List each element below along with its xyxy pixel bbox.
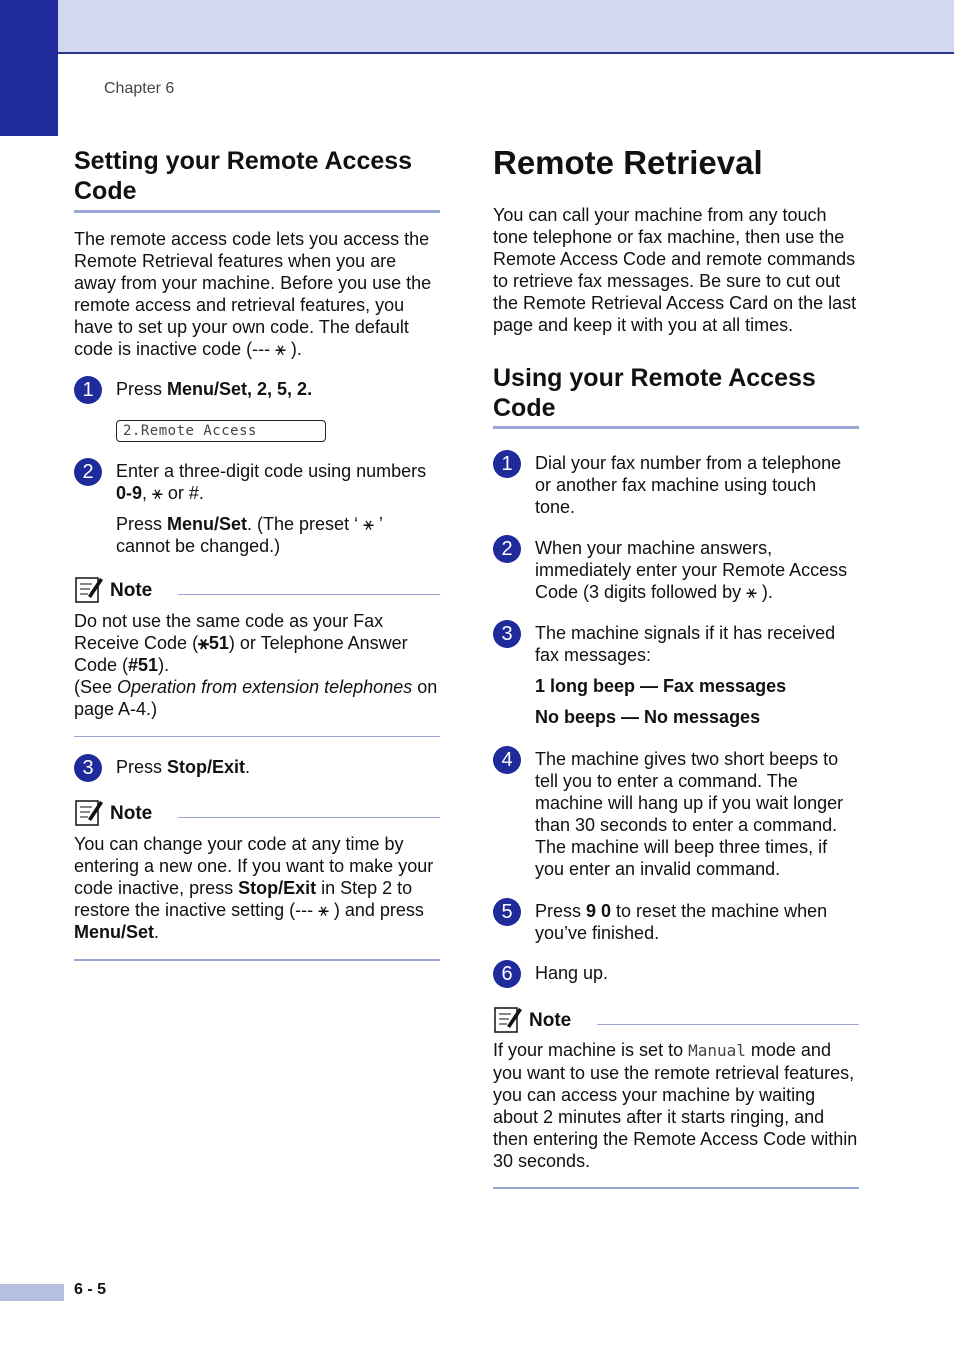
note-text <box>74 833 440 943</box>
step-text-keys: , 2, 5, 2. <box>247 379 313 399</box>
note-text-part: You can change your code at any time by entering a new one. If you want to make your code inactive, press <box>74 834 434 898</box>
note-text-part: If your machine is set to <box>493 1040 689 1060</box>
step-text: Press <box>116 379 168 399</box>
step-text: to reset the machine when you’ve finished. <box>535 901 828 943</box>
menu-set-key: Menu/Set <box>74 922 155 942</box>
stop-exit-key: Stop/Exit <box>238 878 317 898</box>
section-rule <box>74 210 440 213</box>
note-text-part: on page A-4.) <box>74 677 438 719</box>
step-text: Dial your fax number from a telephone or another fax machine using touch tone. <box>535 453 842 517</box>
chapter-label: Chapter 6 <box>104 80 175 97</box>
note-text <box>74 610 440 720</box>
step-6 <box>493 962 859 984</box>
step-3 <box>74 756 440 778</box>
step-number-badge: 1 <box>74 376 102 404</box>
step-1 <box>493 452 859 518</box>
menu-set-key: Menu/Set <box>167 514 248 534</box>
note-label: Note <box>110 580 153 601</box>
step-number-badge: 3 <box>493 620 521 648</box>
note-end-rule <box>493 1187 859 1189</box>
step-1 <box>74 378 440 400</box>
digit-range: 0-9 <box>116 483 143 503</box>
step-number-badge: 2 <box>74 458 102 486</box>
header-band <box>0 0 954 54</box>
menu-set-key: Menu/Set <box>167 379 248 399</box>
note-rule <box>178 817 440 818</box>
step-number-badge: 2 <box>493 535 521 563</box>
lcd-display: 2.Remote Access <box>116 420 326 442</box>
note-header <box>74 574 440 604</box>
note-text-part: (See <box>74 677 118 697</box>
answer-code: #51 <box>128 655 159 675</box>
section-title-setting-code: Setting your Remote Access Code <box>74 147 413 205</box>
step-text: When your machine answers, immediately enter your Remote Access Code (3 digits followed by ⚹ ). <box>535 538 848 602</box>
note-text-part: Do not use the same code as your Fax Receive Code ( <box>74 611 384 653</box>
note-text-part: . <box>154 922 160 942</box>
step-number-badge: 1 <box>493 450 521 478</box>
section-rule <box>493 426 859 429</box>
note-label: Note <box>110 803 153 824</box>
note-text-part: ). <box>158 655 170 675</box>
beep-no-messages: No beeps — No messages <box>535 707 761 727</box>
step-text: The machine gives two short beeps to tell you to enter a command. The machine will hang up if you wait longer than 30 seconds to enter a command. The machine will beep three times, if you enter an invalid command. <box>535 749 844 879</box>
note-text-part: in Step 2 to restore the inactive setting (--- ⚹ ) and press <box>74 878 424 920</box>
note-header <box>493 1004 859 1034</box>
step-4 <box>493 748 859 880</box>
step-number-badge: 3 <box>74 754 102 782</box>
step-text: . <box>245 757 251 777</box>
footer-band <box>0 1284 64 1301</box>
step-number-badge: 4 <box>493 746 521 774</box>
step-2 <box>74 460 440 557</box>
fax-receive-code: ⚹51 <box>198 633 229 653</box>
step-text: , ⚹ or #. <box>142 483 204 503</box>
note-end-rule <box>74 736 440 737</box>
lcd-mode-text: Manual <box>688 1041 746 1060</box>
section-title-using-code: Using your Remote Access Code <box>493 364 816 422</box>
chapter-tab <box>0 0 58 136</box>
note-rule <box>597 1024 859 1025</box>
note-text <box>493 1039 859 1172</box>
step-text: Press <box>535 901 587 921</box>
note-end-rule <box>74 959 440 961</box>
note-text-part: mode and you want to use the remote retrieval features, you can access your machine by waiting about 2 minutes after it starts ringing, and then entering the Remote Access Code within 30 seconds. <box>493 1040 858 1171</box>
step-text: . (The preset ‘ ⚹ ’ cannot be changed.) <box>116 514 383 556</box>
intro-paragraph: You can call your machine from any touch tone telephone or fax machine, then use the Remote Access Code and remote commands to retrieve fax messages. Be sure to cut out the Remote Retrieval Access Card on the last page and keep it with you at all times. <box>493 205 857 335</box>
step-5 <box>493 900 859 944</box>
step-text: Press <box>116 514 168 534</box>
step-number-badge: 5 <box>493 898 521 926</box>
note-text-part: ) or Telephone Answer Code ( <box>74 633 408 675</box>
page-number: 6 - 5 <box>74 1281 107 1298</box>
stop-exit-key: Stop/Exit <box>167 757 246 777</box>
step-text: Hang up. <box>535 963 609 983</box>
note-pencil-icon <box>74 574 104 604</box>
step-text: Enter a three-digit code using numbers <box>116 461 427 481</box>
step-text: The machine signals if it has received fax messages: <box>535 623 836 665</box>
step-2 <box>493 537 859 603</box>
note-pencil-icon <box>493 1004 523 1034</box>
reference-title: Operation from extension telephones <box>117 677 413 697</box>
reset-key: 9 0 <box>586 901 612 921</box>
note-label: Note <box>529 1010 572 1031</box>
intro-paragraph: The remote access code lets you access the Remote Retrieval features when you are away from your machine. Before you use the remote access and retrieval features, you have to set up your own code. The default code is inactive code (--- ⚹ ). <box>74 229 432 359</box>
step-number-badge: 6 <box>493 960 521 988</box>
step-text: Press <box>116 757 168 777</box>
beep-fax-messages: 1 long beep — Fax messages <box>535 676 787 696</box>
step-3 <box>493 622 859 728</box>
note-pencil-icon <box>74 797 104 827</box>
note-header <box>74 797 440 827</box>
page-title: Remote Retrieval <box>493 144 763 181</box>
note-rule <box>178 594 440 595</box>
